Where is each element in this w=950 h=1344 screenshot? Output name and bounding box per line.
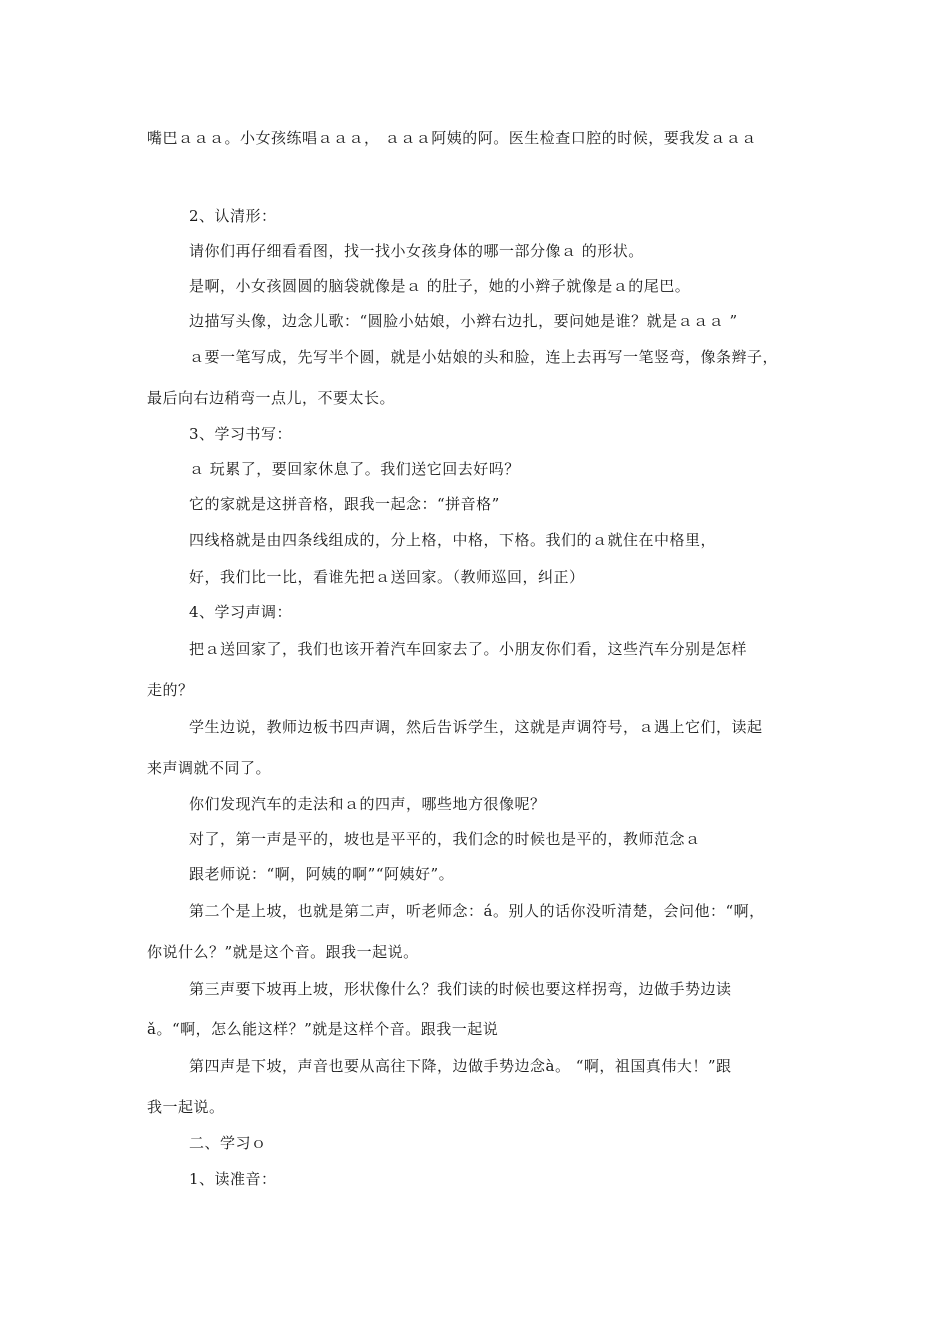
paragraph-line: 我一起说。 (147, 1098, 225, 1116)
paragraph-line: 第二个是上坡，也就是第二声，听老师念：á。别人的话你没听清楚，会问他：“啊， (189, 902, 765, 920)
paragraph-line: 它的家就是这拼音格，跟我一起念：“拼音格” (189, 495, 500, 513)
paragraph-line: 来声调就不同了。 (147, 759, 272, 777)
paragraph-line: ａ要一笔写成，先写半个圆，就是小姑娘的头和脸，连上去再写一笔竖弯，像条辫子， (189, 348, 779, 366)
paragraph-line: 好，我们比一比，看谁先把ａ送回家。（教师巡回，纠正） (189, 568, 585, 586)
paragraph-line: 第四声是下坡，声音也要从高往下降，边做手势边念à。 “啊，祖国真伟大！”跟 (189, 1057, 732, 1075)
paragraph-line: 对了，第一声是平的，坡也是平平的，我们念的时候也是平的，教师范念ａ (189, 830, 701, 848)
paragraph-line: 第三声要下坡再上坡，形状像什么？我们读的时候也要这样拐弯，边做手势边读 (189, 980, 732, 998)
section-heading: 2、认清形： (189, 207, 277, 225)
paragraph-line: 边描写头像，边念儿歌：“圆脸小姑娘，小辫右边扎，要问她是谁？就是ａａａ ” (189, 312, 738, 330)
section-heading: 3、学习书写： (189, 425, 293, 443)
paragraph-line: 是啊，小女孩圆圆的脑袋就像是ａ 的肚子，她的小辫子就像是ａ的尾巴。 (189, 277, 691, 295)
paragraph-line: 学生边说，教师边板书四声调，然后告诉学生，这就是声调符号，ａ遇上它们，读起 (189, 718, 763, 736)
paragraph-line: 走的？ (147, 681, 194, 699)
paragraph-line: 把ａ送回家了，我们也该开着汽车回家去了。小朋友你们看，这些汽车分别是怎样 (189, 640, 748, 658)
paragraph-line: ǎ。“啊，怎么能这样？”就是这样个音。跟我一起说 (147, 1020, 499, 1038)
paragraph-line: 你们发现汽车的走法和ａ的四声，哪些地方很像呢？ (189, 795, 546, 813)
paragraph-line: ａ 玩累了，要回家休息了。我们送它回去好吗？ (189, 460, 520, 478)
paragraph-line: 请你们再仔细看看图，找一找小女孩身体的哪一部分像ａ 的形状。 (189, 242, 644, 260)
paragraph-line: 你说什么？”就是这个音。跟我一起说。 (147, 943, 419, 961)
paragraph-line: 四线格就是由四条线组成的，分上格，中格，下格。我们的ａ就住在中格里， (189, 531, 717, 549)
paragraph-line: 最后向右边稍弯一点儿，不要太长。 (147, 389, 396, 407)
section-heading: 4、学习声调： (189, 603, 293, 621)
paragraph-line: 跟老师说：“啊，阿姨的啊”“阿姨好”。 (189, 865, 455, 883)
paragraph-line: 嘴巴ａａａ。小女孩练唱ａａａ， ａａａ阿姨的阿。医生检查口腔的时候，要我发ａａａ (147, 129, 757, 147)
section-heading: 二、学习ｏ (189, 1134, 267, 1152)
section-heading: 1、读准音： (189, 1170, 277, 1188)
